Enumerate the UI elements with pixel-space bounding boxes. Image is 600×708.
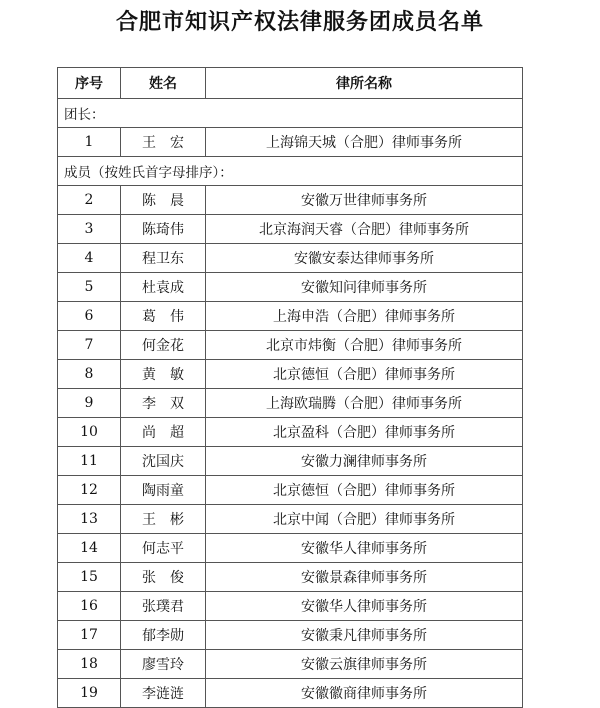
cell-name: 黄 敏: [121, 360, 206, 389]
table-row: [58, 505, 523, 534]
cell-no: 9: [58, 389, 121, 418]
table-row: [58, 331, 523, 360]
page-title: 合肥市知识产权法律服务团成员名单: [115, 10, 484, 35]
cell-firm: 安徽力澜律师事务所: [206, 447, 523, 476]
cell-name: 李涟涟: [121, 679, 206, 708]
roster-table: [57, 67, 523, 708]
cell-name: 尚 超: [121, 418, 206, 447]
section-label-leader: 团长：: [58, 99, 523, 128]
cell-name: 沈国庆: [121, 447, 206, 476]
table-row: [58, 563, 523, 592]
cell-name: 王 宏: [121, 128, 206, 157]
cell-no: 7: [58, 331, 121, 360]
section-label-members: 成员（按姓氏首字母排序）：: [58, 157, 523, 186]
cell-name: 陶雨童: [121, 476, 206, 505]
cell-firm: 安徽景森律师事务所: [206, 563, 523, 592]
table-row: [58, 215, 523, 244]
table-row: [58, 186, 523, 215]
cell-name: 张璞君: [121, 592, 206, 621]
cell-firm: 安徽秉凡律师事务所: [206, 621, 523, 650]
cell-no: 5: [58, 273, 121, 302]
cell-firm: 上海锦天城（合肥）律师事务所: [206, 128, 523, 157]
cell-name: 陈琦伟: [121, 215, 206, 244]
header-row: [58, 68, 523, 99]
table-row: [58, 302, 523, 331]
table-row: [58, 360, 523, 389]
cell-no: 1: [58, 128, 121, 157]
cell-firm: 安徽云旗律师事务所: [206, 650, 523, 679]
roster-body: [58, 99, 523, 708]
cell-no: 8: [58, 360, 121, 389]
header-firm: 律所名称: [206, 68, 523, 99]
cell-firm: 上海申浩（合肥）律师事务所: [206, 302, 523, 331]
cell-firm: 上海欧瑞腾（合肥）律师事务所: [206, 389, 523, 418]
cell-no: 13: [58, 505, 121, 534]
cell-firm: 安徽华人律师事务所: [206, 592, 523, 621]
cell-name: 郁李勋: [121, 621, 206, 650]
cell-name: 李 双: [121, 389, 206, 418]
cell-firm: 北京市炜衡（合肥）律师事务所: [206, 331, 523, 360]
table-row: [58, 679, 523, 708]
table-row: [58, 534, 523, 563]
header-no: 序号: [58, 68, 121, 99]
cell-no: 14: [58, 534, 121, 563]
cell-firm: 北京德恒（合肥）律师事务所: [206, 360, 523, 389]
cell-firm: 北京盈科（合肥）律师事务所: [206, 418, 523, 447]
cell-firm: 安徽安泰达律师事务所: [206, 244, 523, 273]
cell-no: 10: [58, 418, 121, 447]
cell-firm: 安徽徽商律师事务所: [206, 679, 523, 708]
table-row: [58, 592, 523, 621]
cell-no: 19: [58, 679, 121, 708]
table-row: [58, 418, 523, 447]
cell-no: 2: [58, 186, 121, 215]
cell-name: 张 俊: [121, 563, 206, 592]
table-row: [58, 650, 523, 679]
cell-firm: 北京海润天睿（合肥）律师事务所: [206, 215, 523, 244]
cell-no: 17: [58, 621, 121, 650]
cell-name: 王 彬: [121, 505, 206, 534]
cell-name: 程卫东: [121, 244, 206, 273]
cell-no: 4: [58, 244, 121, 273]
section-row-members: [58, 157, 523, 186]
section-row-leader: [58, 99, 523, 128]
table-row: [58, 128, 523, 157]
header-name: 姓名: [121, 68, 206, 99]
cell-name: 廖雪玲: [121, 650, 206, 679]
cell-firm: 北京德恒（合肥）律师事务所: [206, 476, 523, 505]
table-row: [58, 447, 523, 476]
cell-name: 陈 晨: [121, 186, 206, 215]
cell-firm: 安徽知问律师事务所: [206, 273, 523, 302]
cell-no: 6: [58, 302, 121, 331]
cell-name: 何金花: [121, 331, 206, 360]
cell-firm: 北京中闻（合肥）律师事务所: [206, 505, 523, 534]
cell-firm: 安徽华人律师事务所: [206, 534, 523, 563]
cell-no: 11: [58, 447, 121, 476]
cell-no: 18: [58, 650, 121, 679]
cell-no: 16: [58, 592, 121, 621]
table-row: [58, 244, 523, 273]
table-row: [58, 273, 523, 302]
table-row: [58, 389, 523, 418]
table-row: [58, 476, 523, 505]
cell-firm: 安徽万世律师事务所: [206, 186, 523, 215]
table-row: [58, 621, 523, 650]
cell-no: 3: [58, 215, 121, 244]
cell-no: 12: [58, 476, 121, 505]
cell-no: 15: [58, 563, 121, 592]
cell-name: 葛 伟: [121, 302, 206, 331]
cell-name: 杜袁成: [121, 273, 206, 302]
cell-name: 何志平: [121, 534, 206, 563]
